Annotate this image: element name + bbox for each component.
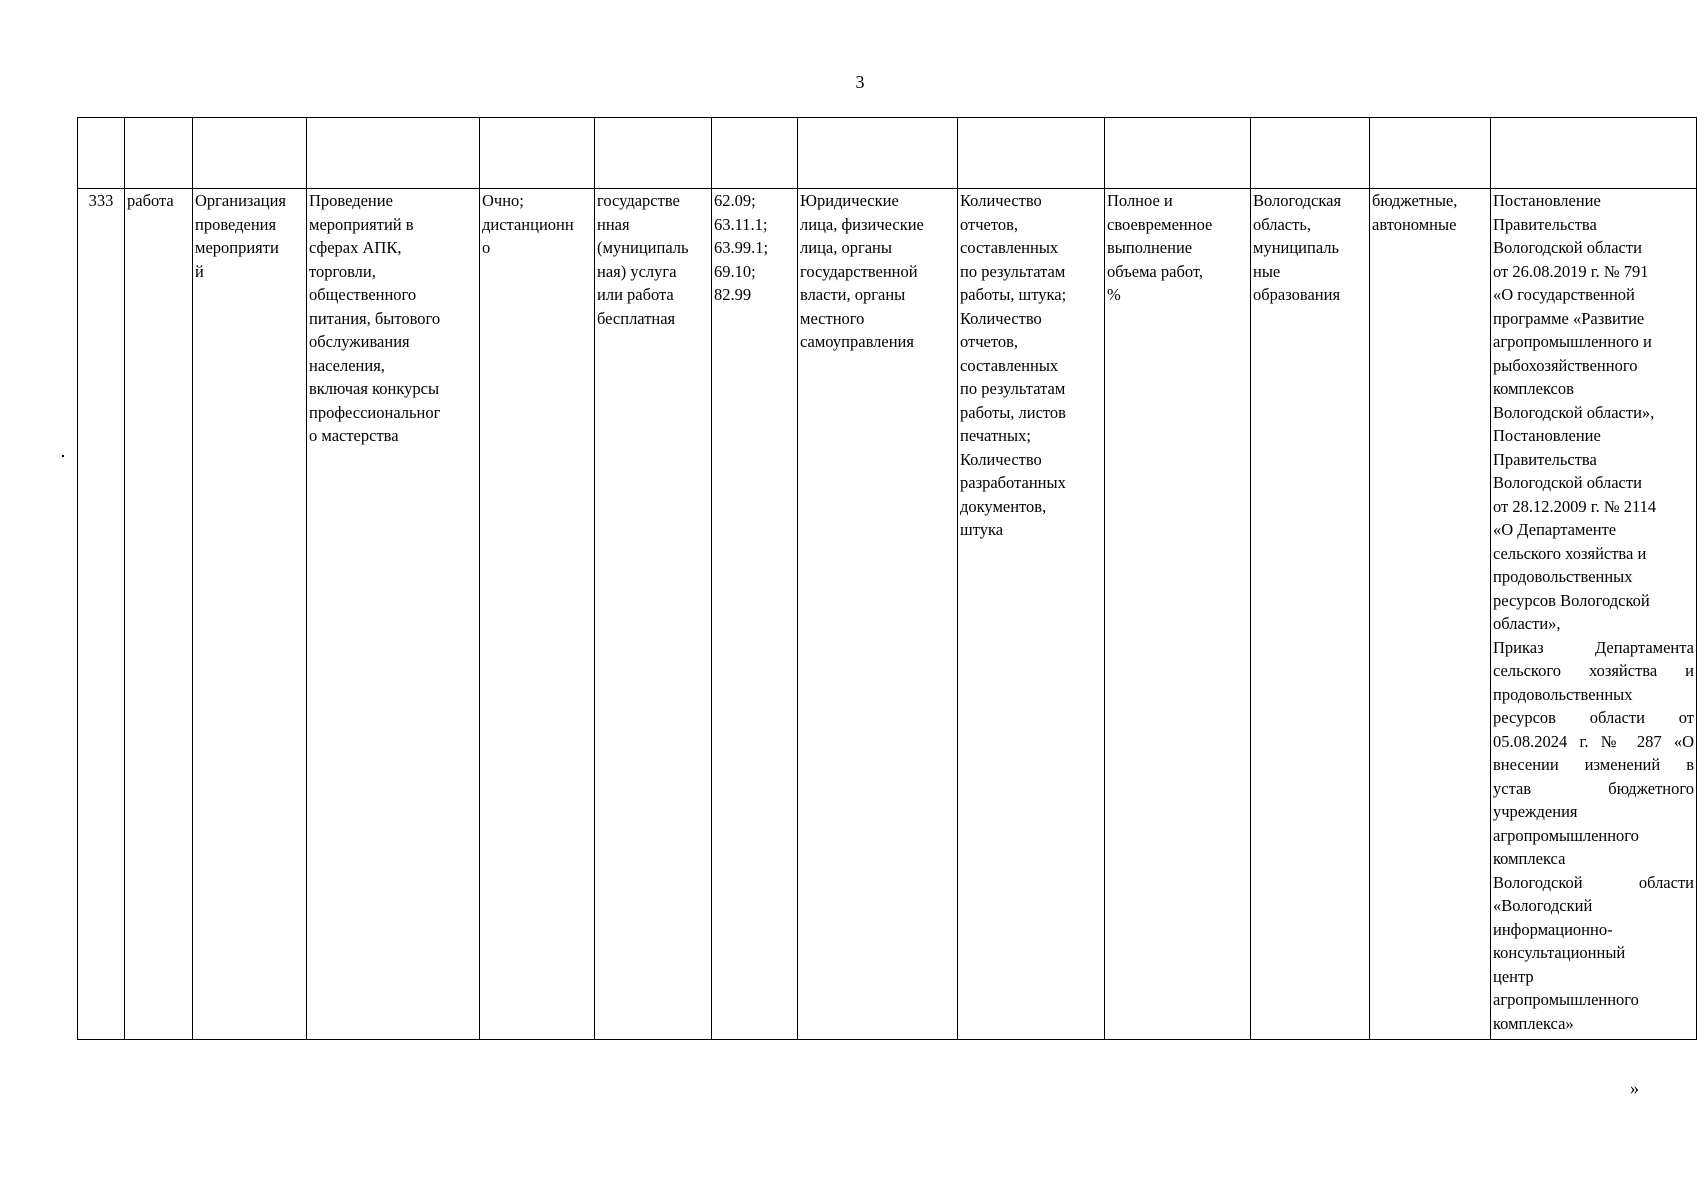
text-line: устав бюджетного <box>1493 778 1694 798</box>
text-line: (муниципаль <box>597 238 689 257</box>
text-line: область, <box>1253 214 1311 234</box>
text-line: мероприяти <box>195 238 279 257</box>
text-line: разработанных <box>960 473 1066 492</box>
text-line: 63.99.1; <box>714 238 769 257</box>
text-line: комплекса» <box>1493 1013 1574 1033</box>
text-line: бесплатная <box>597 308 676 328</box>
text-line: от 28.12.2009 г. № 2114 <box>1493 496 1657 516</box>
text-line: сельского хозяйства и <box>1493 543 1647 563</box>
header-cell <box>480 118 595 189</box>
header-cell <box>1491 118 1697 189</box>
text-line: «О государственной <box>1493 285 1635 304</box>
text-line: Количество <box>960 449 1042 469</box>
text-line: составленных <box>960 238 1059 257</box>
text-line: Проведение <box>309 191 393 210</box>
text-line: бюджетные, <box>1372 191 1458 210</box>
text-line: печатных; <box>960 426 1031 445</box>
text-line: государстве <box>597 191 680 210</box>
text-line: отчетов, <box>960 332 1019 351</box>
header-cell <box>193 118 307 189</box>
text-line: Вологодской области <box>1493 872 1694 892</box>
text-line: населения, <box>309 355 385 375</box>
text-line: 05.08.2024 г. № 287 «О <box>1493 731 1694 751</box>
text-line: комплексов <box>1493 379 1574 398</box>
text-line: «О Департаменте <box>1493 520 1617 539</box>
text-line: торговли, <box>309 261 376 281</box>
text-line: по результатам <box>960 379 1066 398</box>
row-content-cell <box>307 189 480 1040</box>
text-line: 62.09; <box>714 191 756 210</box>
header-cell <box>595 118 712 189</box>
text-line: Постановление <box>1493 191 1601 210</box>
text-line: области», <box>1493 614 1561 633</box>
text-line: Вологодская <box>1253 191 1342 210</box>
text-line: комплекса <box>1493 849 1566 868</box>
row-okved-cell <box>712 189 798 1040</box>
text-line: дистанционн <box>482 214 574 234</box>
text-line: сферах АПК, <box>309 238 402 257</box>
text-line: автономные <box>1372 214 1457 234</box>
text-line: муниципаль <box>1253 238 1340 257</box>
row-consumers-cell <box>798 189 958 1040</box>
text-line: 63.11.1; <box>714 214 768 234</box>
scan-artifact-dot <box>62 455 64 457</box>
text-line: «Вологодский <box>1493 896 1593 915</box>
text-line: агропромышленного и <box>1493 332 1652 351</box>
text-line: штука <box>960 520 1004 539</box>
text-line: общественного <box>309 285 417 304</box>
text-line: от 26.08.2019 г. № 791 <box>1493 261 1649 281</box>
text-line: мероприятий в <box>309 214 414 234</box>
table-row <box>78 189 1697 1040</box>
text-line: Организация <box>195 191 287 210</box>
text-line: Постановление <box>1493 426 1601 445</box>
text-line: о мастерства <box>309 426 399 445</box>
text-line: государственной <box>800 261 918 281</box>
header-cell <box>1105 118 1251 189</box>
text-line: Приказ Департамента <box>1493 637 1694 657</box>
header-cell <box>78 118 125 189</box>
table-header-row <box>78 118 1697 189</box>
text-line: агропромышленного <box>1493 825 1639 845</box>
text-line: власти, органы <box>800 285 906 304</box>
text-line: консультационный <box>1493 943 1626 962</box>
header-cell <box>712 118 798 189</box>
text-line: работы, штука; <box>960 285 1067 304</box>
text-line: центр <box>1493 966 1534 986</box>
text-line: учреждения <box>1493 802 1578 821</box>
text-line: местного <box>800 308 865 328</box>
text-line: ресурсов области от <box>1493 708 1694 727</box>
row-indicators-cell <box>958 189 1105 1040</box>
text-line: Правительства <box>1493 214 1597 234</box>
text-line: самоуправления <box>800 332 914 351</box>
text-line: своевременное <box>1107 214 1213 234</box>
text-line: Вологодской области», <box>1493 402 1655 422</box>
text-line: информационно- <box>1493 919 1613 939</box>
row-quality-cell <box>1105 189 1251 1040</box>
text-line: Количество <box>960 191 1042 210</box>
text-line: ные <box>1253 261 1281 281</box>
text-line: сельского хозяйства и <box>1493 661 1694 680</box>
text-line: питания, бытового <box>309 308 441 328</box>
row-legal-basis-cell <box>1491 189 1697 1040</box>
text-line: % <box>1107 285 1121 304</box>
text-line: программе «Развитие <box>1493 308 1645 328</box>
header-cell <box>958 118 1105 189</box>
text-line: ресурсов Вологодской <box>1493 590 1650 610</box>
text-line: Вологодской области <box>1493 473 1642 492</box>
text-line: включая конкурсы <box>309 379 440 398</box>
text-line: или работа <box>597 285 674 304</box>
text-line: объема работ, <box>1107 261 1203 281</box>
row-service-type-cell <box>595 189 712 1040</box>
row-institution-types-cell <box>1370 189 1491 1040</box>
legal-basis-text <box>1493 189 1694 636</box>
text-line: по результатам <box>960 261 1066 281</box>
header-cell <box>1370 118 1491 189</box>
closing-quote-mark: » <box>1630 1078 1639 1098</box>
text-line: нная <box>597 214 630 234</box>
text-line: й <box>195 261 204 281</box>
text-line: Очно; <box>482 191 524 210</box>
legal-basis-order-text <box>1493 636 1694 1036</box>
header-cell <box>798 118 958 189</box>
text-line: 82.99 <box>714 285 752 304</box>
text-line: о <box>482 238 491 257</box>
text-line: продовольственных <box>1493 684 1633 704</box>
row-number-cell: 333 <box>78 189 125 1040</box>
text-line: документов, <box>960 496 1047 516</box>
row-type-cell: работа <box>125 189 193 1040</box>
text-line: продовольственных <box>1493 567 1633 586</box>
page-number: 3 <box>855 72 865 92</box>
text-line: внесении изменений в <box>1493 755 1694 774</box>
header-cell <box>307 118 480 189</box>
text-line: рыбохозяйственного <box>1493 355 1638 375</box>
text-line: проведения <box>195 214 277 234</box>
text-line: лица, органы <box>800 238 892 257</box>
header-cell <box>1251 118 1370 189</box>
text-line: выполнение <box>1107 238 1193 257</box>
text-line: отчетов, <box>960 214 1019 234</box>
text-line: агропромышленного <box>1493 990 1639 1009</box>
text-line: составленных <box>960 355 1059 375</box>
header-cell <box>125 118 193 189</box>
row-founders-cell <box>1251 189 1370 1040</box>
text-line: Количество <box>960 308 1042 328</box>
text-line: ная) услуга <box>597 261 677 281</box>
text-line: лица, физические <box>800 214 924 234</box>
text-line: Правительства <box>1493 449 1597 469</box>
text-line: образования <box>1253 285 1341 304</box>
row-form-cell <box>480 189 595 1040</box>
row-name-cell <box>193 189 307 1040</box>
services-table <box>77 117 1697 1040</box>
text-line: профессиональног <box>309 402 441 422</box>
text-line: работы, листов <box>960 402 1066 422</box>
text-line: обслуживания <box>309 332 410 351</box>
text-line: Вологодской области <box>1493 238 1642 257</box>
text-line: Юридические <box>800 191 899 210</box>
text-line: 69.10; <box>714 261 756 281</box>
text-line: Полное и <box>1107 191 1173 210</box>
